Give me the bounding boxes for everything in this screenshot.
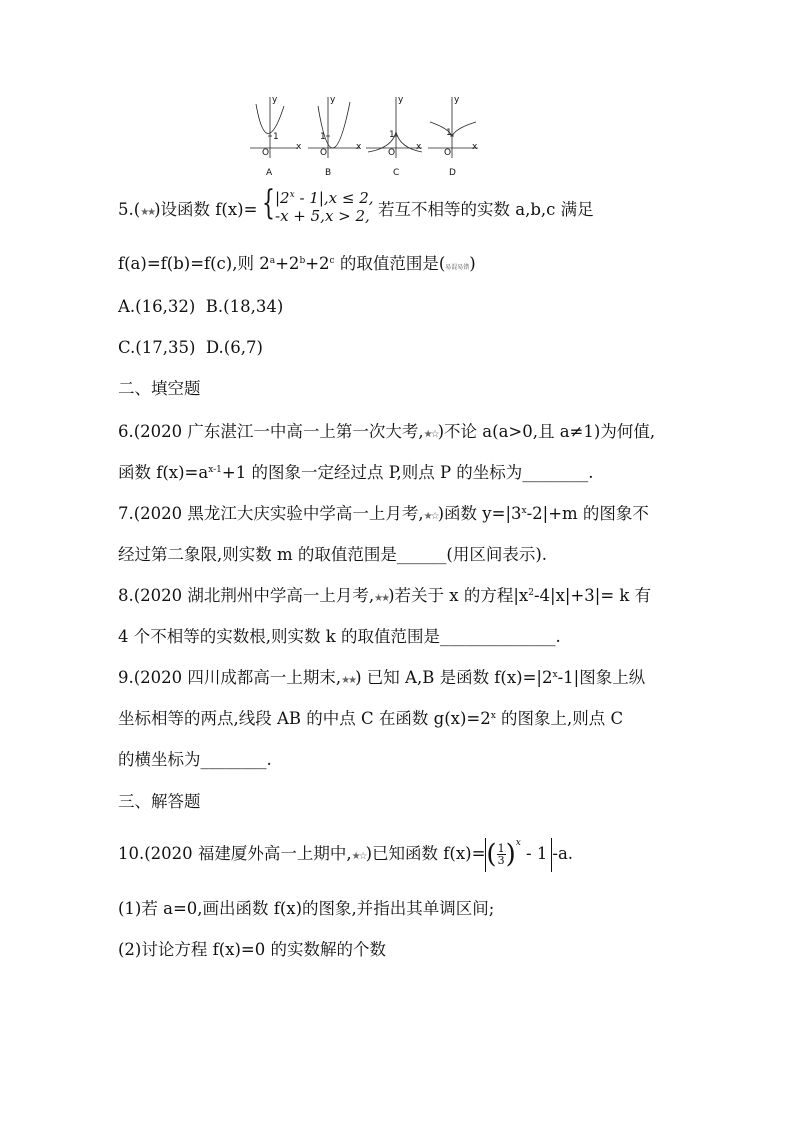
q9-line3: 的横坐标为________.: [118, 750, 272, 769]
option-b[interactable]: B.(18,34): [205, 297, 284, 316]
graph-c-x: x: [416, 142, 422, 152]
q7-line1: 7.(2020 黑龙江大庆实验中学高一上月考,★☆)函数 $y=|3^x-2|+m$ 的图象不: [118, 504, 649, 523]
graph-a-y: y: [272, 95, 278, 105]
graph-a-origin: O: [262, 148, 270, 158]
graph-c-y: y: [398, 95, 404, 105]
q5-options-ab: [118, 296, 283, 318]
section-fill-in: 二、填空题: [118, 379, 201, 398]
graph-c-origin: O: [388, 148, 396, 158]
graph-b-y: y: [330, 95, 336, 105]
graph-b-origin: O: [320, 148, 328, 158]
graph-c-label: C: [393, 168, 400, 178]
graph-b-x: x: [356, 142, 362, 152]
q5-options-cd: [118, 337, 263, 359]
graph-d-x: x: [472, 142, 478, 152]
piece-2: -x + 5,x > 2,: [275, 207, 370, 225]
difficulty-stars-icon: ★☆: [423, 511, 438, 522]
q10-part2: (2)讨论方程 f(x)=0 的实数解的个数: [118, 940, 386, 959]
graph-a: [250, 97, 298, 158]
q9-line1: 9.(2020 四川成都高一上期末,★★) 已知 A,B 是函数 $f(x)=|2^x-1|$图象上纵: [118, 668, 646, 687]
graph-d-label: D: [449, 168, 456, 178]
q5-line1: [118, 199, 257, 224]
option-a[interactable]: A.(16,32): [118, 297, 196, 316]
graph-b-label: B: [325, 168, 332, 178]
option-c[interactable]: C.(17,35): [118, 338, 196, 357]
graphs-svg: [246, 92, 478, 182]
graph-a-one: 1: [273, 132, 279, 142]
piece-1: |2$^x$ - 1|,x ≤ 2,: [275, 189, 374, 207]
answer-graphs: [246, 92, 478, 182]
graph-d: [428, 97, 478, 158]
mistake-tag: 易混易错: [445, 264, 470, 271]
option-d[interactable]: D.(6,7): [205, 338, 263, 357]
piecewise-brace: {: [262, 183, 275, 223]
difficulty-stars-icon: ★★: [140, 207, 155, 218]
q10-part1: (1)若 a=0,画出函数 f(x)的图象,并指出其单调区间;: [118, 899, 495, 918]
graph-b-one: 1: [320, 132, 326, 142]
q6-line2: 函数 $f(x)=a^{x-1}+1$ 的图象一定经过点 P,则点 P 的坐标为________.: [118, 463, 594, 482]
graph-a-x: x: [296, 142, 302, 152]
q5-number: 5.(: [118, 200, 141, 219]
graph-a-label: A: [266, 168, 273, 178]
q7-line2: 经过第二象限,则实数 m 的取值范围是______(用区间表示).: [118, 545, 547, 564]
q6-line1: 6.(2020 广东湛江一中高一上第一次大考,★☆)不论 a(a>0,且 a≠1)为何值,: [118, 422, 656, 441]
difficulty-stars-icon: ★★: [341, 675, 356, 686]
q9-line2: 坐标相等的两点,线段 AB 的中点 C 在函数 $g(x)=2^x$ 的图象上,则点 C: [118, 709, 624, 728]
graph-b: [308, 97, 360, 158]
q10-line1: 10.(2020 福建厦外高一上期中,★☆)已知函数 f(x)=( $\frac{1}{3}$ )$^x$ - 1 -a.: [118, 838, 574, 870]
graph-d-y: y: [454, 95, 460, 105]
graph-d-one: 1: [446, 128, 452, 138]
q8-line2: 4 个不相等的实数根,则实数 k 的取值范围是______________.: [118, 627, 561, 646]
q8-line1: 8.(2020 湖北荆州中学高一上月考,★★)若关于 x 的方程$|x^2-4|x|+3|= k$ 有: [118, 586, 652, 605]
fraction-one-third: $\frac{1}{3}$: [497, 842, 505, 867]
section-solve: 三、解答题: [118, 792, 201, 811]
q5-line2: f(a)=f(b)=f(c),则 $2^a+2^b+2^c$ 的取值范围是(易混易错): [118, 254, 476, 273]
graph-d-origin: O: [444, 148, 452, 158]
q5-line1-end: 若互不相等的实数 a,b,c 满足: [378, 200, 594, 219]
graph-c-one: 1: [389, 130, 395, 140]
difficulty-stars-icon: ★☆: [423, 429, 438, 440]
difficulty-stars-icon: ★★: [374, 593, 389, 604]
difficulty-stars-icon: ★☆: [351, 851, 366, 862]
q5-text: )设函数 f(x)=: [154, 200, 258, 219]
